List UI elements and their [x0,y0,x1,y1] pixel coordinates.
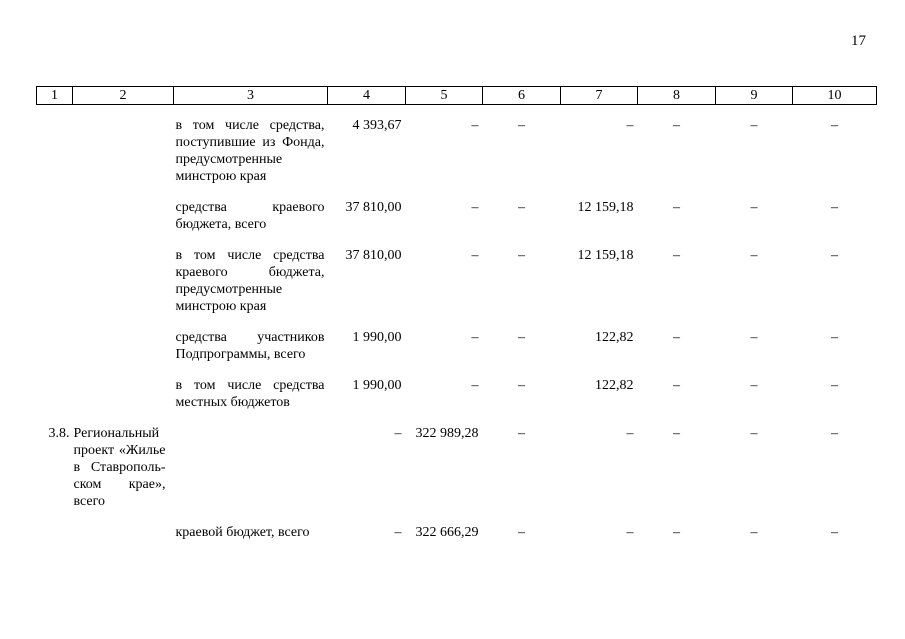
header-row [37,87,877,105]
cell-code [37,329,73,363]
cell-col-10: – [831,426,838,441]
cell-col-5: 322 666,29 [415,525,479,540]
cell-col-9: – [750,426,758,441]
cell-description: краевой бюджет, всего [175,525,310,540]
cell-col-7: 12 159,18 [577,200,634,215]
cell-col-6: – [518,378,525,393]
cell-code [37,199,73,233]
header-cell-6: 6 [483,87,561,105]
cell-col-7: 12 159,18 [577,248,634,263]
table-row [37,425,877,510]
cell-description: средства участников Подпрограммы, всего [175,330,325,362]
row-spacer-cell [37,105,877,118]
cell-code [37,524,73,541]
cell-col-5: – [471,118,479,133]
cell-col-7: 122,82 [595,330,634,345]
table-row [37,199,877,233]
cell-col-6: – [518,200,525,215]
cell-col-9: – [750,200,758,215]
cell-col-4: 37 810,00 [345,200,402,215]
header-cell-1: 1 [37,87,73,105]
cell-description: в том числе средства, поступившие из Фонда, предусмотренные минстрою края [175,118,325,184]
row-spacer [37,315,877,329]
table-header [37,87,877,105]
cell-col-10: – [831,248,838,263]
row-spacer-cell [37,315,877,329]
row-spacer [37,105,877,118]
row-spacer [37,411,877,425]
row-spacer-cell [37,185,877,199]
cell-col-8: – [673,118,680,133]
cell-name [73,117,174,185]
cell-name: Региональный проект «Жилье в Ставрополь-ском крае», всего [73,426,166,509]
cell-col-10: – [831,378,838,393]
cell-col-9: – [750,330,758,345]
cell-col-6: – [518,330,525,345]
header-cell-3: 3 [174,87,328,105]
cell-col-8: – [673,378,680,393]
cell-code [37,377,73,411]
header-cell-2: 2 [73,87,174,105]
table-row [37,329,877,363]
cell-col-6: – [518,426,525,441]
cell-name [73,524,174,541]
row-spacer-cell [37,510,877,524]
cell-col-8: – [673,200,680,215]
budget-table [36,86,877,541]
cell-col-8: – [673,525,680,540]
header-cell-10: 10 [793,87,877,105]
table-body [37,105,877,542]
cell-description: в том числе средства краевого бюджета, предусмотренные минстрою края [175,248,325,314]
cell-code [37,117,73,185]
header-cell-5: 5 [406,87,483,105]
cell-description: средства краевого бюджета, всего [175,200,325,232]
cell-col-4: 37 810,00 [345,248,402,263]
row-spacer-cell [37,411,877,425]
cell-col-5: 322 989,28 [415,426,479,441]
table-row [37,377,877,411]
header-cell-4: 4 [328,87,406,105]
header-cell-9: 9 [716,87,793,105]
row-spacer-cell [37,363,877,377]
row-spacer [37,363,877,377]
cell-col-6: – [518,525,525,540]
header-cell-7: 7 [561,87,638,105]
cell-code: 3.8. [48,426,70,441]
cell-col-10: – [831,525,838,540]
cell-description: в том числе средства местных бюджетов [175,378,325,410]
cell-col-9: – [750,248,758,263]
cell-name [73,377,174,411]
cell-col-4: 1 990,00 [352,378,402,393]
table-row [37,247,877,315]
cell-col-9: – [750,378,758,393]
cell-col-6: – [518,248,525,263]
cell-col-9: – [750,525,758,540]
cell-col-5: – [471,330,479,345]
page-number: 17 [851,33,866,49]
table-row [37,117,877,185]
cell-col-7: – [626,426,634,441]
cell-col-5: – [471,200,479,215]
cell-col-10: – [831,200,838,215]
row-spacer [37,510,877,524]
cell-col-4: 1 990,00 [352,330,402,345]
cell-col-7: – [626,118,634,133]
row-spacer [37,185,877,199]
cell-col-10: – [831,118,838,133]
header-cell-8: 8 [638,87,716,105]
cell-col-7: – [626,525,634,540]
cell-name [73,247,174,315]
cell-col-8: – [673,248,680,263]
cell-col-4: 4 393,67 [352,118,402,133]
cell-col-6: – [518,118,525,133]
cell-col-8: – [673,330,680,345]
row-spacer [37,233,877,247]
row-spacer-cell [37,233,877,247]
cell-col-10: – [831,330,838,345]
cell-col-7: 122,82 [595,378,634,393]
cell-name [73,329,174,363]
cell-col-8: – [673,426,680,441]
cell-code [37,247,73,315]
table-row [37,524,877,541]
cell-col-4: – [394,426,402,441]
cell-description [174,425,328,510]
cell-col-9: – [750,118,758,133]
cell-col-5: – [471,378,479,393]
cell-col-4: – [394,525,402,540]
cell-col-5: – [471,248,479,263]
cell-name [73,199,174,233]
